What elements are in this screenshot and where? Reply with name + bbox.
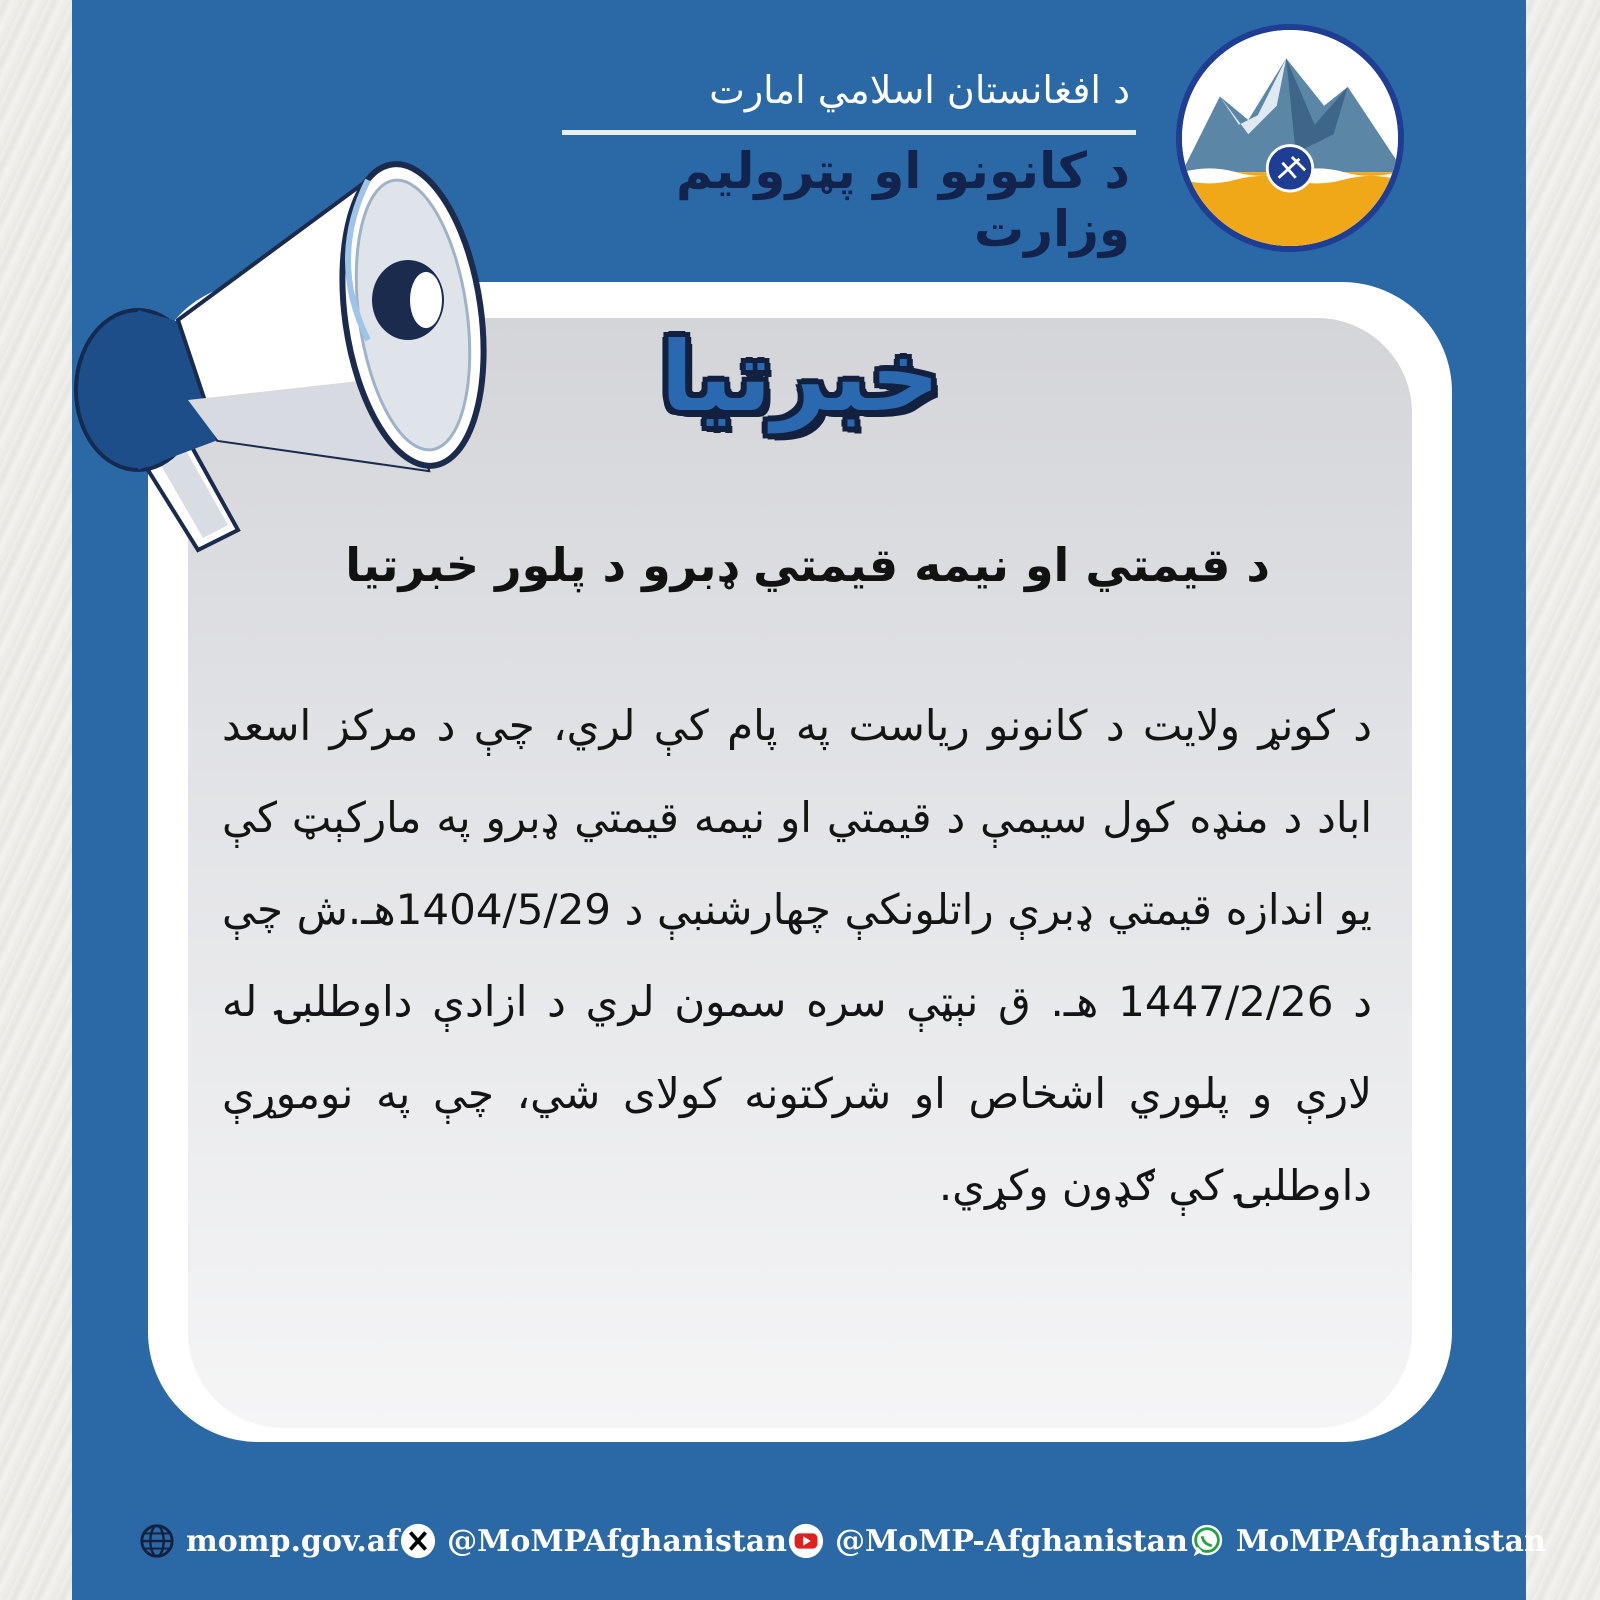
- announcement-badge: خبرتیا: [660, 321, 940, 433]
- social-footer: [138, 1516, 1546, 1566]
- website-label: momp.gov.af: [186, 1523, 400, 1559]
- youtube-handle: @MoMP-Afghanistan: [835, 1523, 1188, 1559]
- x-handle: @MoMPAfghanistan: [447, 1523, 787, 1559]
- whatsapp-link[interactable]: [1188, 1522, 1546, 1560]
- whatsapp-icon: [1188, 1522, 1226, 1560]
- website-link[interactable]: [138, 1522, 399, 1560]
- youtube-link[interactable]: [787, 1522, 1188, 1560]
- x-link[interactable]: [399, 1522, 787, 1560]
- whatsapp-handle: MoMPAfghanistan: [1235, 1523, 1546, 1559]
- paper-background-left: [0, 0, 72, 1600]
- header-emirate-name: د افغانستان اسلامي امارت: [709, 68, 1130, 112]
- paper-background-right: [1526, 0, 1600, 1600]
- ministry-logo: [1176, 24, 1404, 252]
- header-divider: [562, 130, 1136, 135]
- globe-icon: [138, 1522, 176, 1560]
- announcement-headline: د قیمتي او نیمه قیمتي ډبرو د پلور خبرتیا: [345, 538, 1270, 592]
- youtube-icon: [787, 1522, 825, 1560]
- megaphone-icon: [68, 140, 528, 560]
- header-ministry-name: د کانونو او پټرولیم وزارت: [676, 142, 1130, 258]
- announcement-body: د کونړ ولایت د کانونو ریاست په پام کې لري، چې د مرکز اسعد اباد د منډه کول سیمې د قیمتي او نیمه قیمتي ډبرو په مارکېټ کې یو اندازه قیمتي ډبرې راتلونکې چهارشنبې د 1404/5/29هـ.ش چې د 1447/2/26 هـ. ق نېټې سره سمون لري د ازادې داوطلبۍ له لارې و پلوري اشخاص او شرکتونه کولای شي، چې په نوموړې داوطلبۍ کې ګډون وکړي.: [222, 701, 1373, 1210]
- x-icon: [399, 1522, 437, 1560]
